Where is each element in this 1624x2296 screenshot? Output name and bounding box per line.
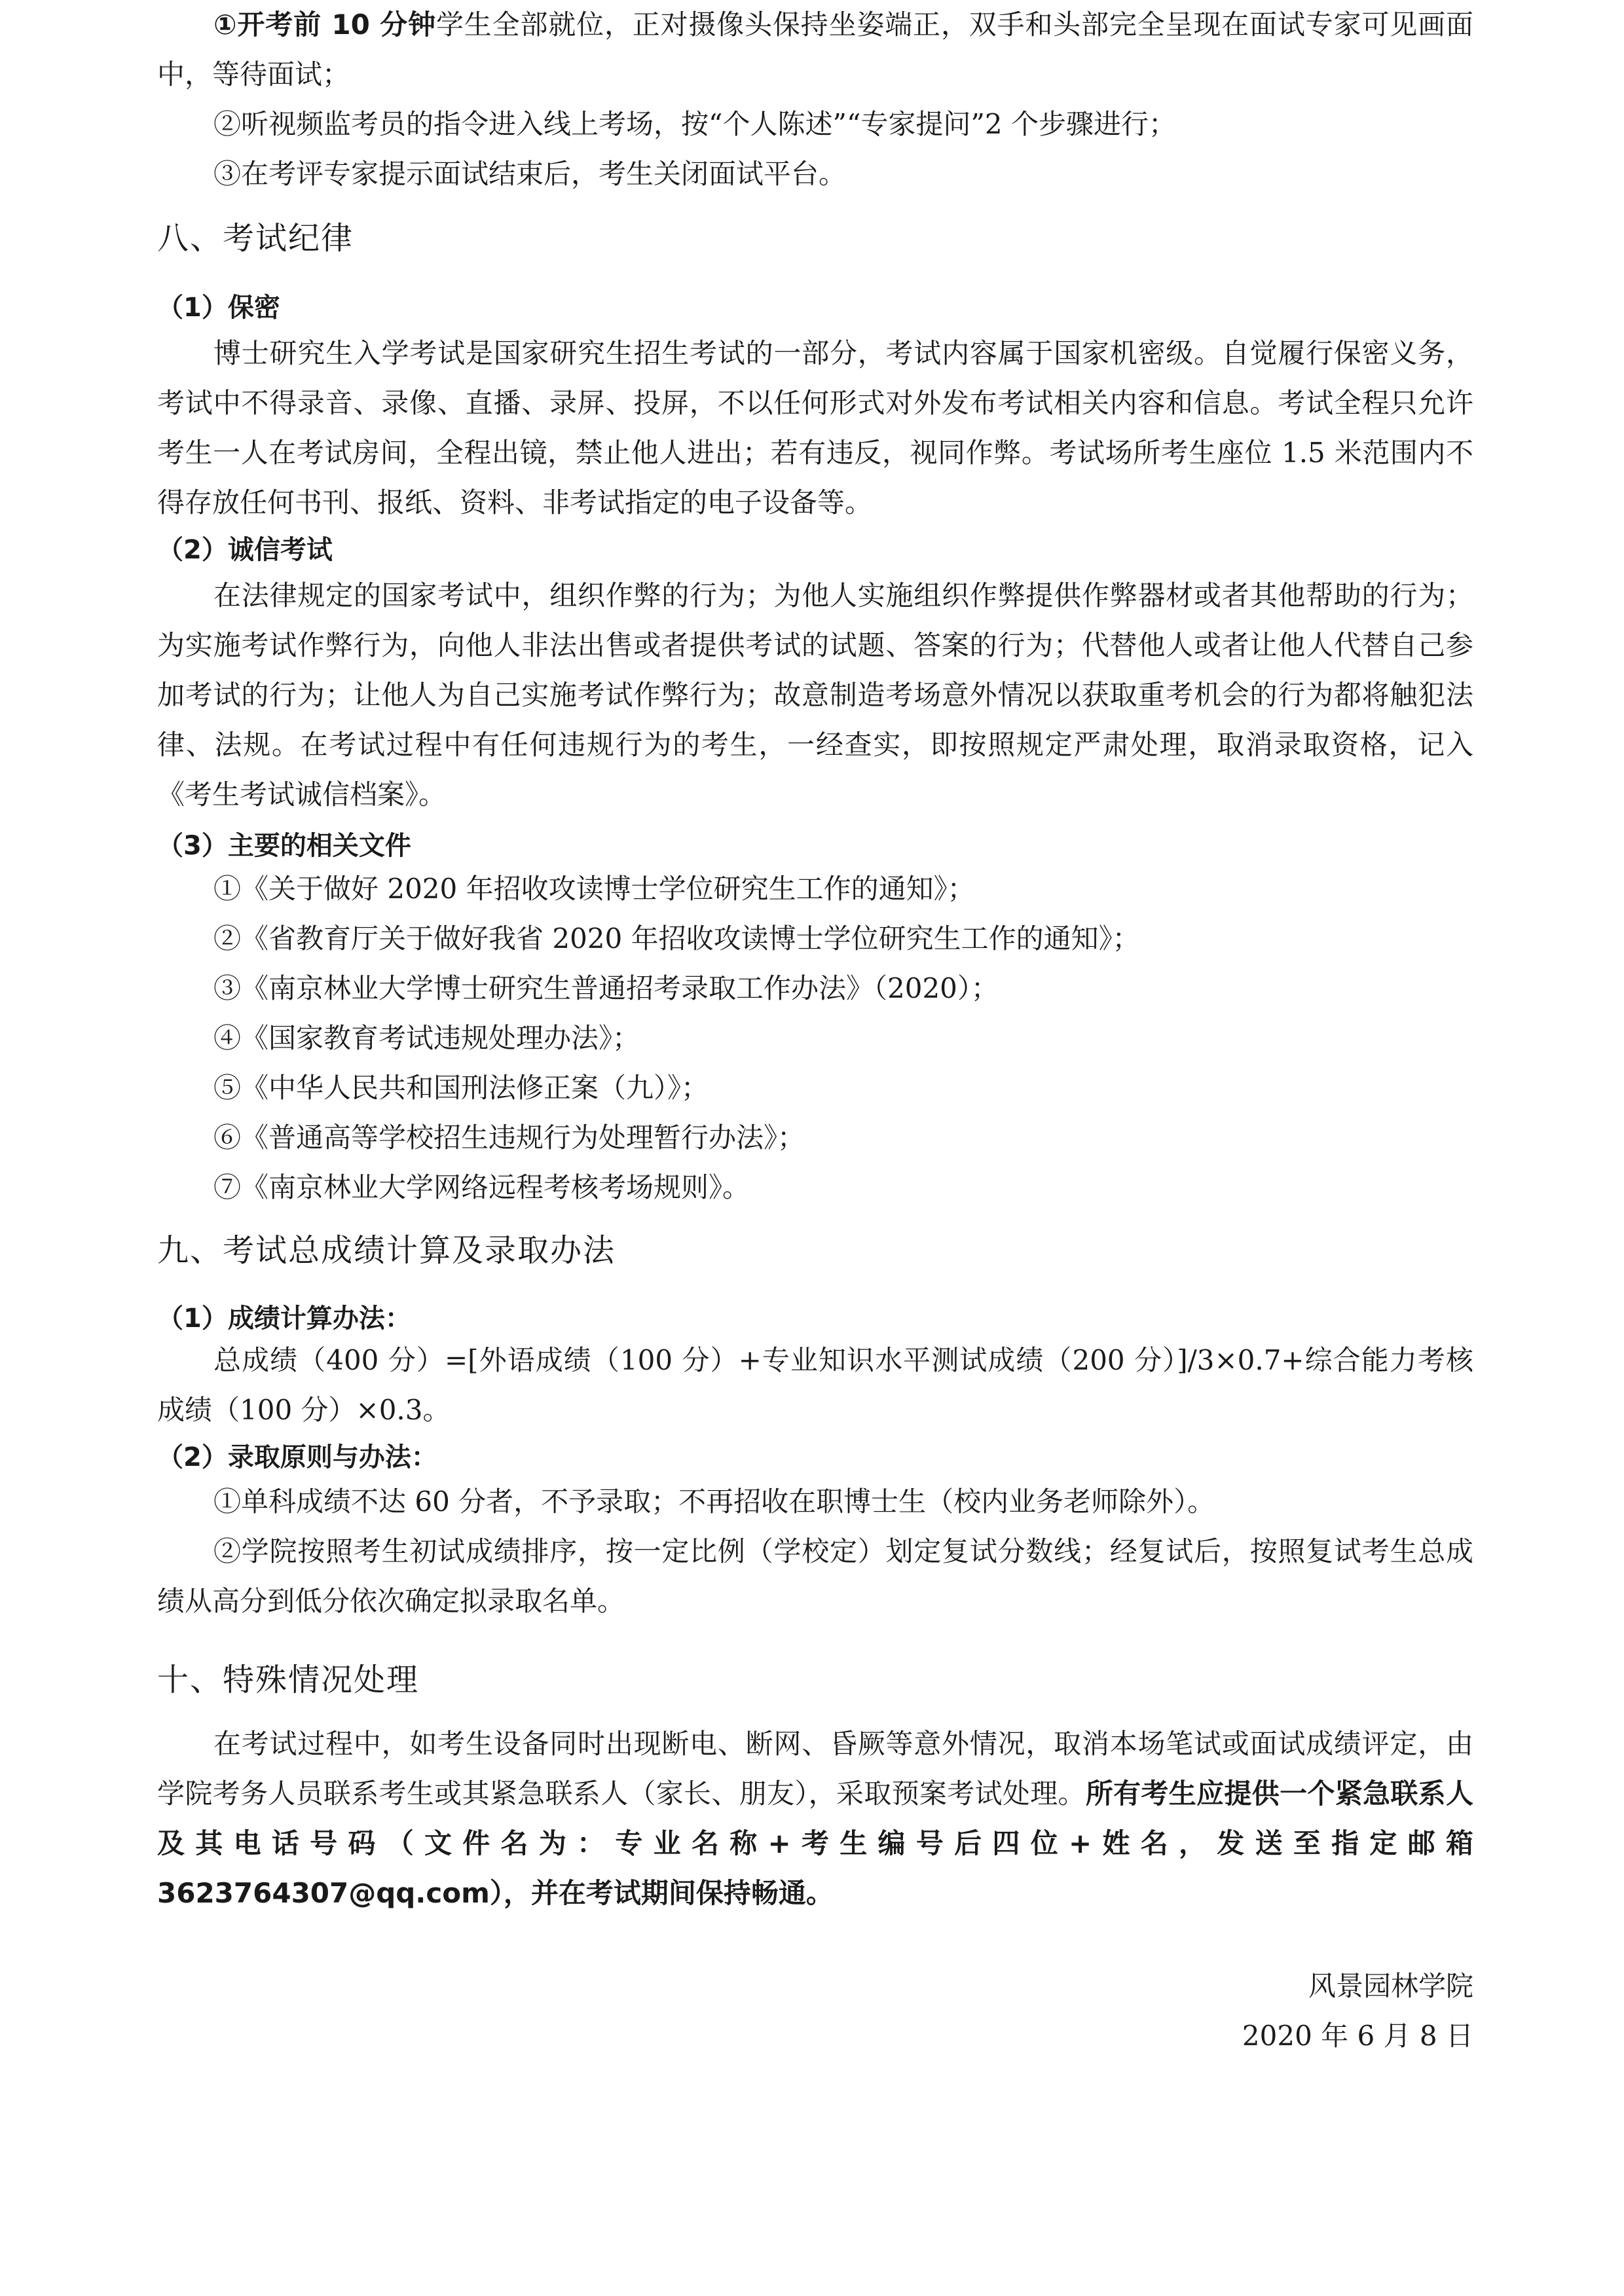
document-page (157, 0, 1473, 2296)
section-9-1-title: （1）成绩计算办法： (157, 1303, 411, 1334)
section-8-1-text: 博士研究生入学考试是国家研究生招生考试的一部分，考试内容属于国家机密级。自觉履行保密义务，考试中不得录音、录像、直播、录屏、投屏，不以任何形式对外发布考试相关内容和信息。考试全程只允许考生一人在考试房间，全程出镜，禁止他人进出；若有违反，视同作弊。考试场所考生座位 1.5 米范围内不得存放任何书刊、报纸、资料、非考试指定的电子设备等。 (157, 337, 1473, 519)
section-10-heading: 十、特殊情况处理 (157, 1662, 420, 1698)
section-10-text (157, 1719, 1473, 1918)
procedure-step-1 (157, 0, 1473, 100)
signature-organization: 风景园林学院 (1308, 1970, 1473, 2002)
section-8-3-title: （3）主要的相关文件 (157, 831, 411, 861)
section-8-heading: 八、考试纪律 (157, 220, 354, 257)
section-9-1-text: 总成绩（400 分）=[外语成绩（100 分）+专业知识水平测试成绩（200 分）]/3×0.7+综合能力考核成绩（100 分）×0.3。 (157, 1344, 1473, 1426)
document-item-6: ⑥《普通高等学校招生违规行为处理暂行办法》； (213, 1121, 805, 1154)
document-item-4: ④《国家教育考试违规处理办法》； (213, 1022, 640, 1054)
procedure-step-2: ②听视频监考员的指令进入线上考场，按“个人陈述”“专家提问”2 个步骤进行； (213, 108, 1176, 140)
procedure-step-3: ③在考评专家提示面试结束后，考生关闭面试平台。 (213, 158, 847, 190)
document-item-3: ③《南京林业大学博士研究生普通招考录取工作办法》（2020）； (213, 972, 999, 1004)
signature-date: 2020 年 6 月 8 日 (1242, 2020, 1473, 2052)
section-9-2-title: （2）录取原则与办法： (157, 1442, 437, 1472)
section-9-2-item-1: ①单科成绩不达 60 分者，不予录取；不再招收在职博士生（校内业务老师除外）。 (213, 1485, 1215, 1518)
section-9-heading: 九、考试总成绩计算及录取办法 (157, 1232, 616, 1269)
section-10-text-normal: 在考试过程中，如考生设备同时出现断电、断网、昏厥等意外情况，取消本场笔试或面试成绩评定，由学院考务人员联系考生或其紧急联系人（家长、朋友），采取预案考试处理。 (157, 1728, 1473, 1810)
section-8-2-title: （2）诚信考试 (157, 535, 333, 565)
document-item-1: ①《关于做好 2020 年招收攻读博士学位研究生工作的通知》； (213, 873, 975, 905)
document-item-2: ②《省教育厅关于做好我省 2020 年招收攻读博士学位研究生工作的通知》； (213, 922, 1140, 955)
section-8-1-title: （1）保密 (157, 293, 280, 323)
document-item-5: ⑤《中华人民共和国刑法修正案（九）》； (213, 1072, 709, 1104)
document-item-7: ⑦《南京林业大学网络远程考核考场规则》。 (213, 1171, 750, 1203)
procedure-step-1-emphasis: ①开考前 10 分钟 (213, 9, 436, 41)
section-8-2-text: 在法律规定的国家考试中，组织作弊的行为；为他人实施组织作弊提供作弊器材或者其他帮助的行为；为实施考试作弊行为，向他人非法出售或者提供考试的试题、答案的行为；代替他人或者让他人代替自己参加考试的行为；让他人为自己实施考试作弊行为；故意制造考场意外情况以获取重考机会的行为都将触犯法律、法规。在考试过程中有任何违规行为的考生，一经查实，即按照规定严肃处理，取消录取资格，记入《考生考试诚信档案》。 (157, 579, 1473, 811)
section-10-text-emphasis: 所有考生应提供一个紧急联系人及其电话号码（文件名为：专业名称+考生编号后四位+姓名，发送至指定邮箱 3623764307@qq.com），并在考试期间保持畅通。 (157, 1777, 1473, 1909)
section-9-2-item-2: ②学院按照考生初试成绩排序，按一定比例（学校定）划定复试分数线；经复试后，按照复试考生总成绩从高分到低分依次确定拟录取名单。 (157, 1535, 1473, 1617)
procedure-step-1-text: 学生全部就位，正对摄像头保持坐姿端正，双手和头部完全呈现在面试专家可见画面中，等待面试； (157, 9, 1473, 90)
